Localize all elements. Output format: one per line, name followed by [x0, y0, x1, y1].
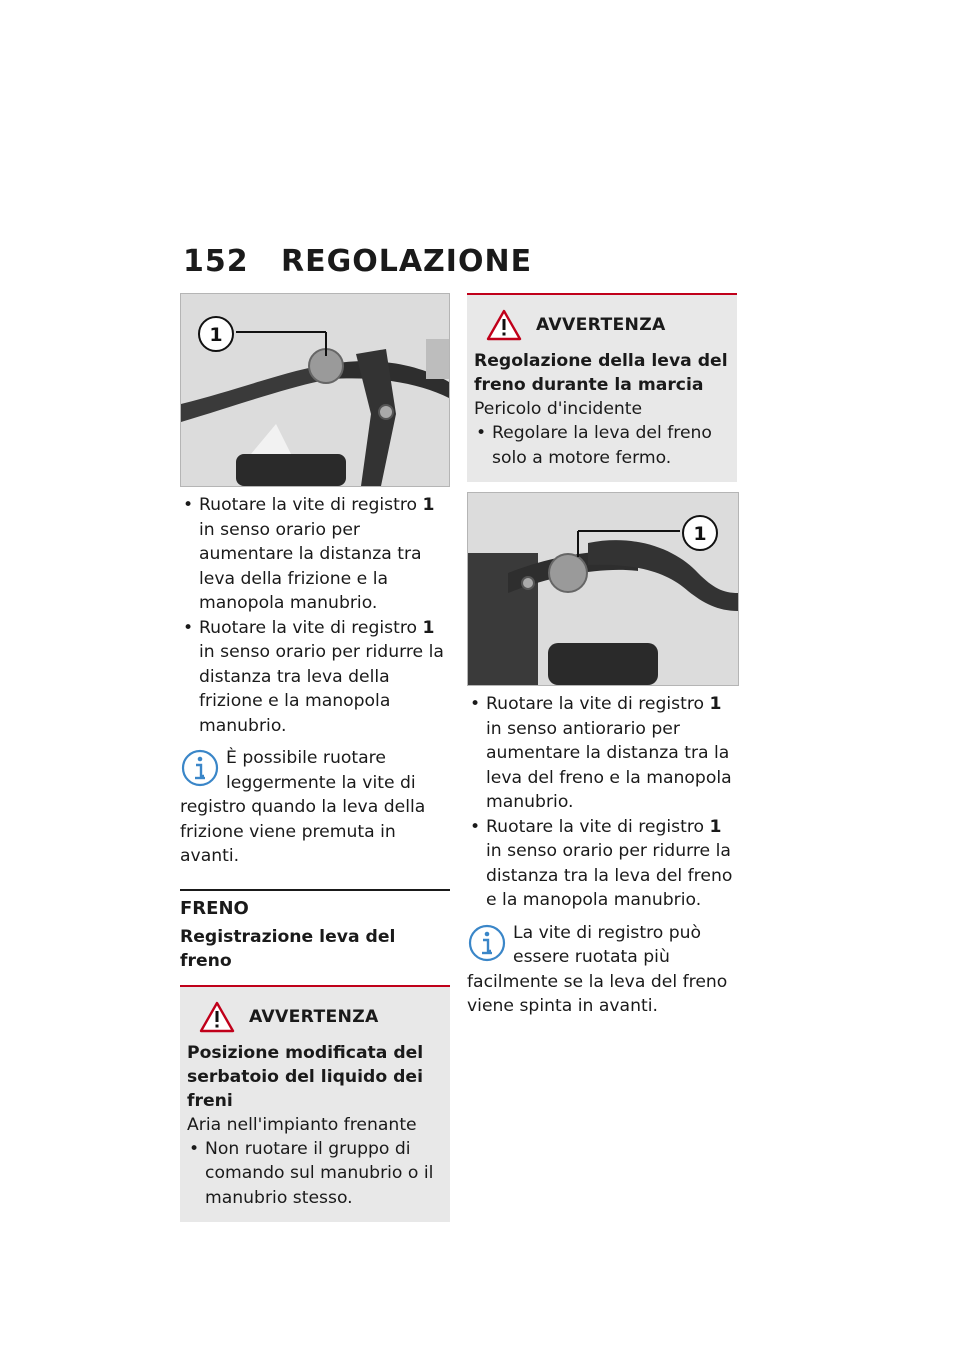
list-item: • Ruotare la vite di registro 1 in senso orario per ridurre la distanza tra la leva del freno e la manopola manubrio.: [467, 815, 737, 913]
section-title: FRENO: [180, 897, 249, 919]
warning-triangle-icon: [199, 1001, 235, 1033]
figure-callout-1: 1: [209, 324, 223, 346]
list-item: • Ruotare la vite di registro 1 in senso orario per ridurre la distanza tra leva della frizione e la manopola manubrio.: [180, 616, 450, 739]
warning-label: AVVERTENZA: [536, 315, 666, 335]
list-item: • Regolare la leva del freno solo a motore fermo.: [474, 421, 729, 470]
warning-triangle-icon: [486, 309, 522, 341]
info-note: È possibile ruotare leggermente la vite di registro quando la leva della frizione viene premuta in avanti.: [180, 748, 426, 866]
list-item: • Non ruotare il gruppo di comando sul manubrio o il manubrio stesso.: [187, 1137, 442, 1211]
brake-adjust-steps: [467, 692, 737, 913]
info-note: La vite di registro può essere ruotata più facilmente se la leva del freno viene spinta in avanti.: [467, 922, 728, 1016]
page-number: 152: [183, 244, 249, 279]
list-item: • Ruotare la vite di registro 1 in senso antiorario per aumentare la distanza tra la leva del freno e la manopola manubrio.: [467, 692, 737, 815]
right-column: [467, 293, 737, 1019]
warning-title: Posizione modificata del serbatoio del liquido dei freni: [187, 1042, 424, 1111]
subsection-title: Registrazione leva del freno: [180, 926, 396, 971]
brake-lever-photo: [467, 492, 739, 686]
left-column: [180, 293, 450, 1222]
list-item: • Ruotare la vite di registro 1 in senso orario per aumentare la distanza tra leva della frizione e la manopola manubrio.: [180, 493, 450, 616]
page-title: REGOLAZIONE: [281, 244, 533, 279]
warning-box: [180, 985, 450, 1223]
info-icon: [180, 748, 220, 788]
warning-body: Aria nell'impianto frenante: [187, 1114, 417, 1135]
section-divider: [180, 889, 450, 891]
clutch-lever-photo: [180, 293, 450, 487]
warning-title: Regolazione della leva del freno durante la marcia: [474, 351, 728, 395]
page-header: [183, 244, 532, 279]
warning-label: AVVERTENZA: [249, 1006, 379, 1027]
figure-callout-1: 1: [693, 523, 707, 545]
clutch-adjust-steps: [180, 493, 450, 738]
warning-body: Pericolo d'incidente: [474, 399, 643, 419]
info-icon: [467, 923, 507, 963]
warning-box: [467, 293, 737, 482]
